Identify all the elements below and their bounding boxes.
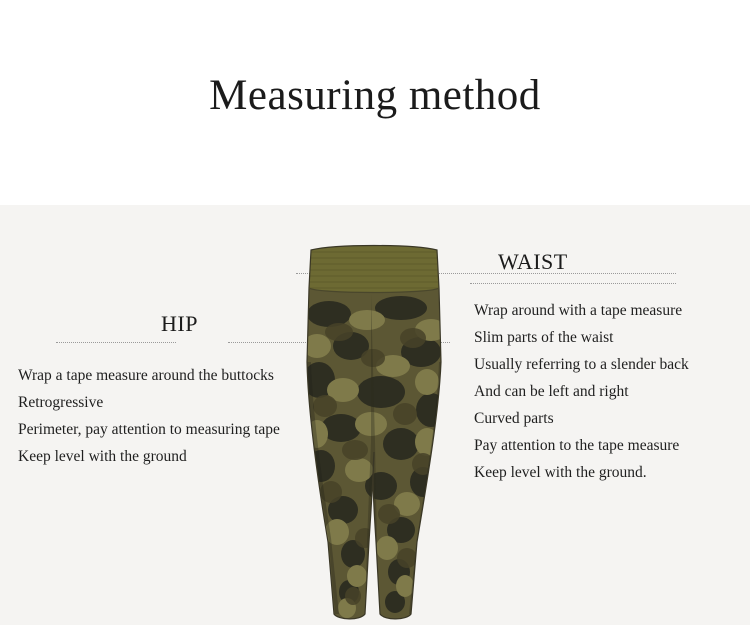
waist-description-line: Pay attention to the tape measure [474,437,680,454]
hip-leader-line-left [56,342,176,343]
hip-description-line: Wrap a tape measure around the buttocks [18,367,274,384]
hip-description-line: Keep level with the ground [18,448,187,465]
product-image [281,242,467,625]
waist-leader-line-label [470,283,676,284]
hip-description [18,362,308,470]
waist-description-line: Slim parts of the waist [474,329,614,346]
title-band [0,0,750,205]
waist-label: WAIST [498,249,568,274]
waist-description-line: Keep level with the ground. [474,464,647,481]
camo-leggings-illustration [281,242,467,625]
hip-description-line: Perimeter, pay attention to measuring tape [18,421,280,438]
waist-description-line: Wrap around with a tape measure [474,302,683,319]
waist-description-line: Curved parts [474,410,554,427]
hip-description-line: Retrogressive [18,394,104,411]
waist-description-line: And can be left and right [474,383,629,400]
waist-description [474,297,734,486]
page-title: Measuring method [209,72,541,119]
waist-description-line: Usually referring to a slender back [474,356,689,373]
hip-label: HIP [161,311,198,336]
